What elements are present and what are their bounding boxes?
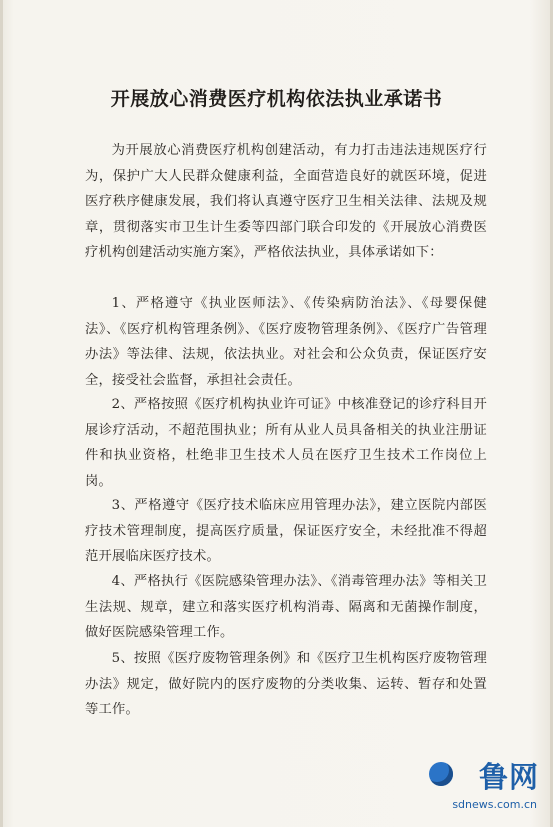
brand-name: 鲁网 — [478, 760, 539, 794]
page-left-edge — [0, 0, 3, 827]
intro-paragraph: 为开展放心消费医疗机构创建活动，有力打击违法违规医疗行为，保护广大人民群众健康利益，全面营造良好的就医环境，促进医疗秩序健康发展，我们将认真遵守医疗卫生相关法律、法规及规章，贯彻落实市卫生计生委等四部门联合印发的《开展放心消费医疗机构创建活动实施方案》，严格依法执业，具体承诺如下： — [85, 143, 487, 261]
commitment-2: 2、严格按照《医疗机构执业许可证》中核准登记的诊疗科目开展诊疗活动，不超范围执业；所有从业人员具备相关的执业注册证件和执业资格，杜绝非卫生技术人员在医疗卫生技术工作岗位上岗。 — [85, 397, 487, 489]
brand-url: sdnews.com.cn — [452, 798, 537, 811]
commitment-3: 3、严格遵守《医疗技术临床应用管理办法》，建立医院内部医疗技术管理制度，提高医疗质量，保证医疗安全，未经批准不得超范开展临床医疗技术。 — [85, 498, 487, 565]
commitment-5: 5、按照《医疗废物管理条例》和《医疗卫生机构医疗废物管理办法》规定，做好院内的医疗废物的分类收集、运转、暂存和处置等工作。 — [85, 651, 487, 718]
site-watermark-logo — [429, 755, 539, 811]
commitment-4: 4、严格执行《医院感染管理办法》、《消毒管理办法》等相关卫生法规、规章，建立和落实医疗机构消毒、隔离和无菌操作制度，做好医院感染管理工作。 — [85, 574, 487, 641]
document-title: 开展放心消费医疗机构依法执业承诺书 — [110, 88, 443, 110]
brand-mark-icon — [429, 762, 453, 786]
commitment-1: 1、严格遵守《执业医师法》、《传染病防治法》、《母婴保健法》、《医疗机构管理条例》、《医疗废物管理条例》、《医疗广告管理办法》等法律、法规，依法执业。对社会和公众负责，保证医疗安全，接受社会监督，承担社会责任。 — [85, 296, 487, 388]
